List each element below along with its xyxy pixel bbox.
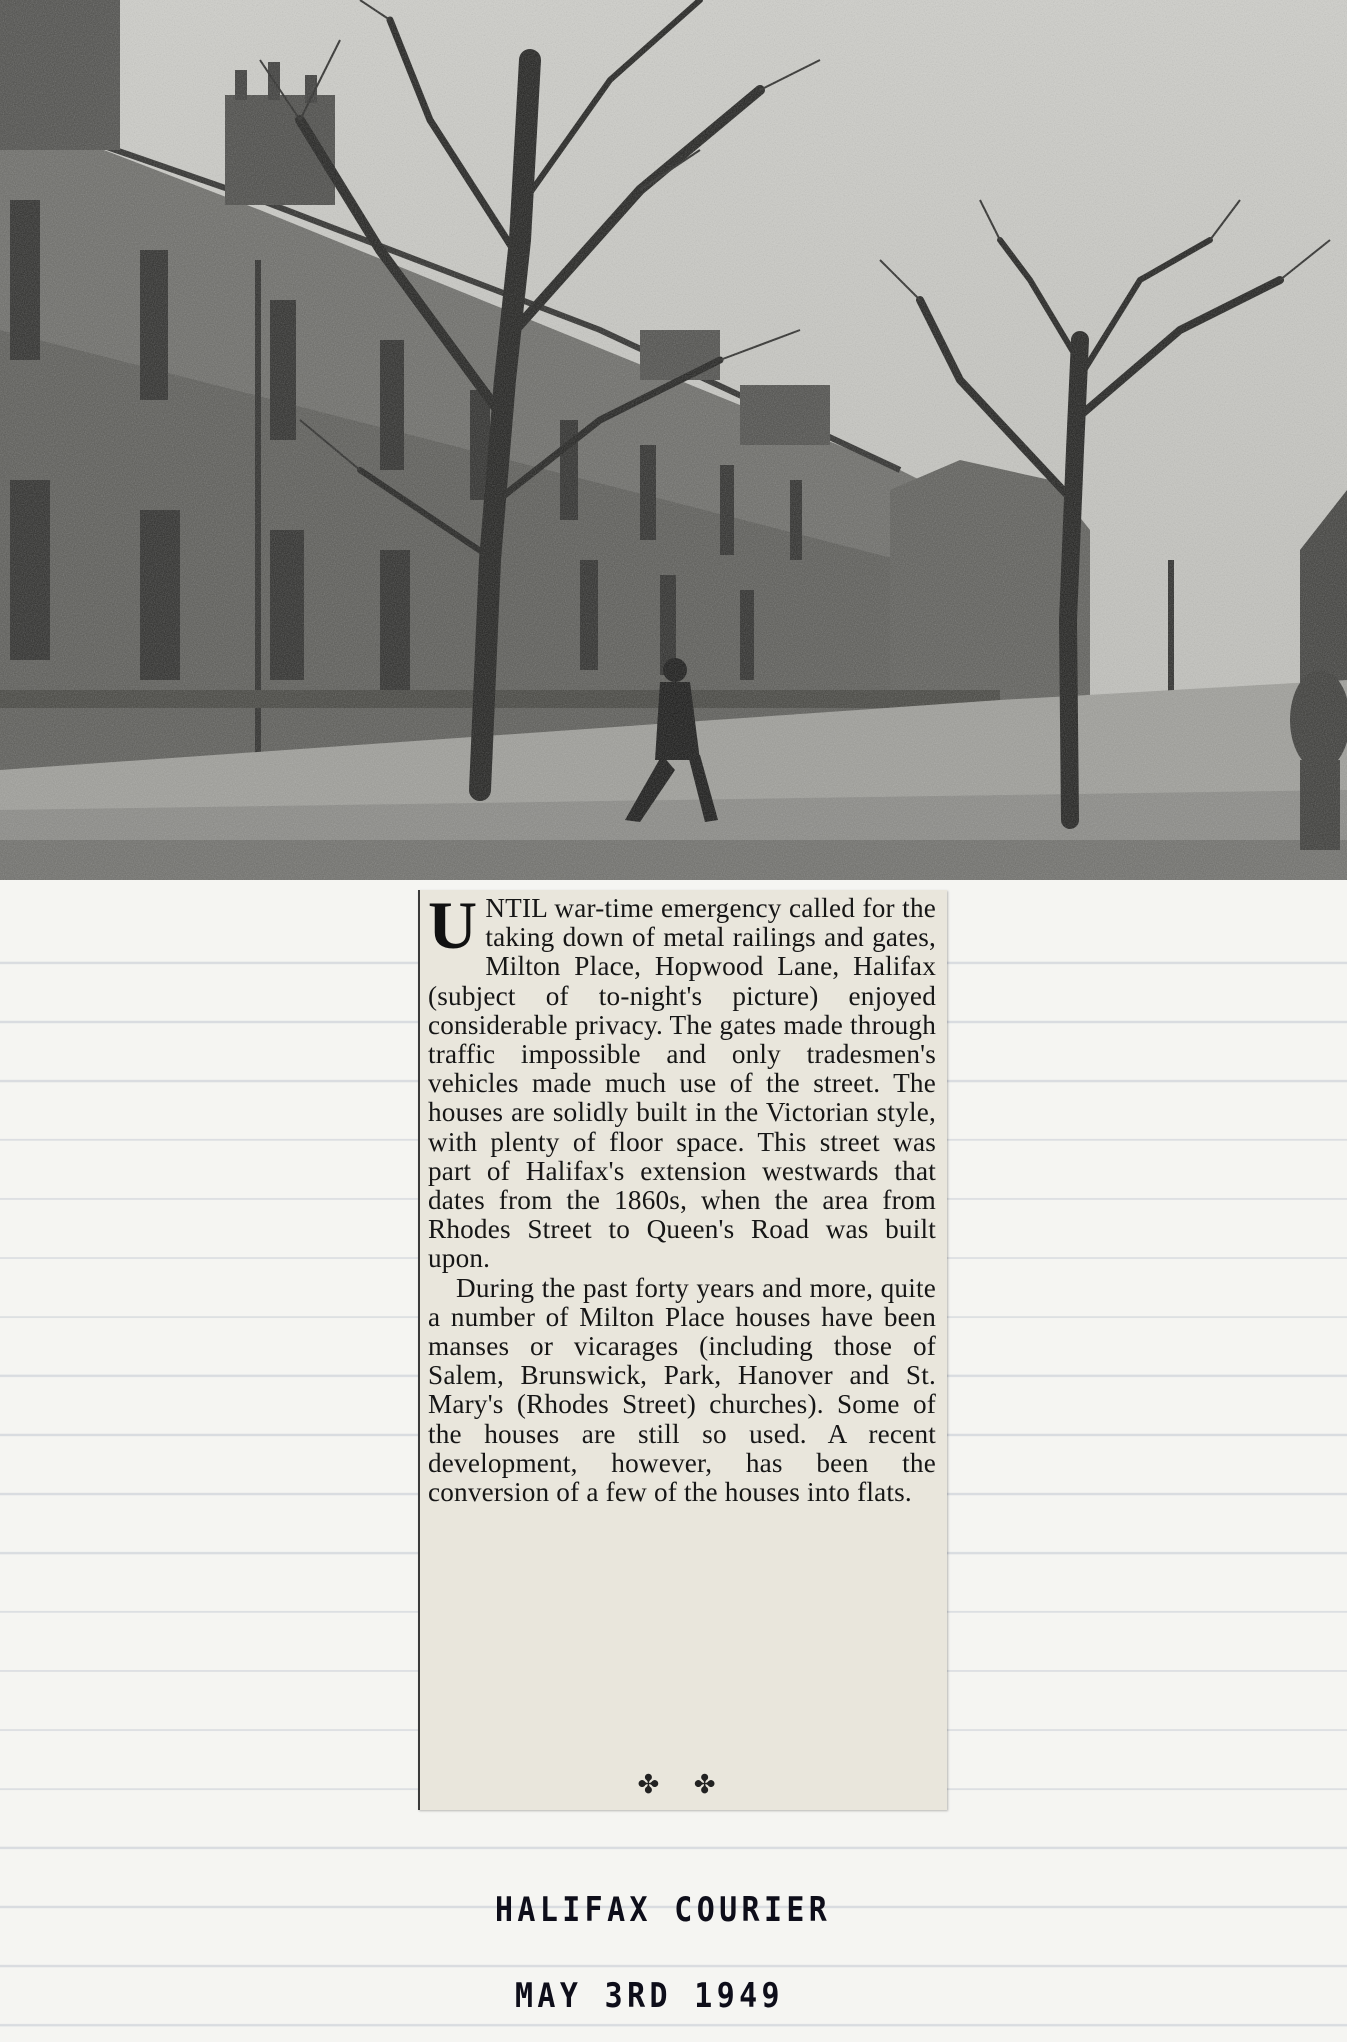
drop-cap: U	[428, 887, 478, 963]
handwritten-date: MAY 3RD 1949	[515, 1976, 784, 2016]
paragraph-1-text: NTIL war-time emergency called for the taking down of metal railings and gates, Milton Place, Hopwood Lane, Halifax (subject of to-night's picture) enjoyed considerable privacy. The gates made through traffic impossible and only tradesmen's vehicles made much use of the street. The houses are solidly built in the Victorian style, with plenty of floor space. This street was part of Halifax's extension westwards that dates from the 1860s, when the area from Rhodes Street to Queen's Road was built upon.	[428, 893, 936, 1274]
article-paragraph-1	[428, 887, 936, 1274]
article-text	[428, 887, 936, 1508]
street-photograph	[0, 0, 1347, 880]
newspaper-clipping	[418, 887, 947, 1810]
handwritten-source: HALIFAX COURIER	[495, 1890, 832, 1930]
article-paragraph-2: During the past forty years and more, quite a number of Milton Place houses have been manses or vicarages (including those of Salem, Brunswick, Park, Hanover and St. Mary's (Rhodes Street) churches). Some of the houses are still so used. A recent development, however, has been the conversion of a few of the houses into flats.	[428, 1272, 936, 1508]
end-mark: ✤ ✤	[637, 1770, 730, 1799]
